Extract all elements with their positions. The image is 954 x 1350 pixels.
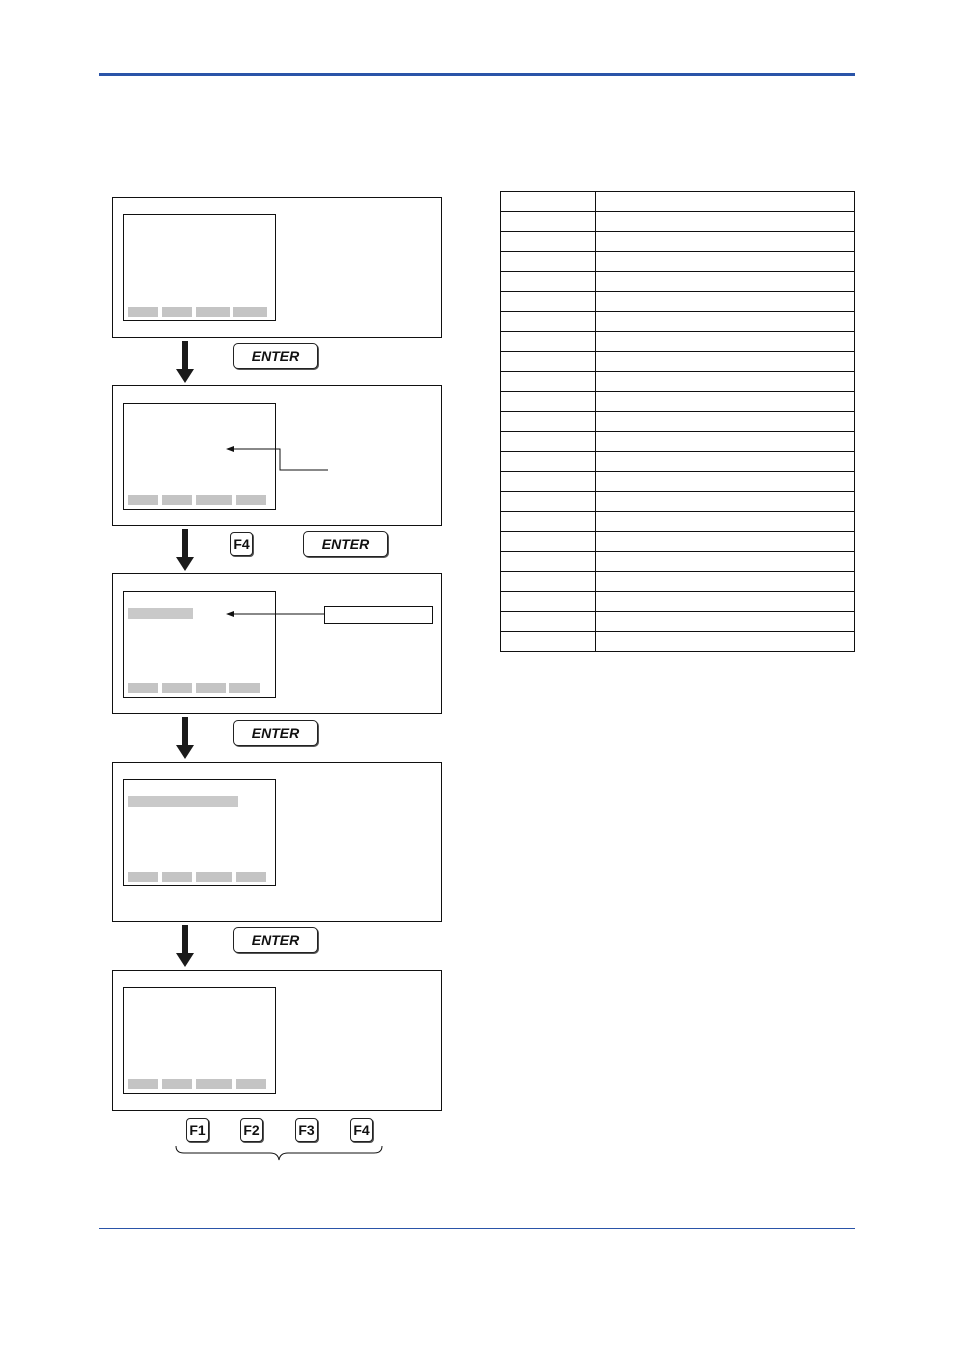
table-cell-label bbox=[501, 272, 596, 292]
table-cell-value bbox=[596, 472, 855, 492]
table-row bbox=[501, 292, 855, 312]
softkey-1 bbox=[128, 1079, 158, 1089]
table-cell-label bbox=[501, 432, 596, 452]
step3-callout-box bbox=[324, 606, 433, 624]
step5-screen bbox=[123, 987, 276, 1094]
softkey-3 bbox=[196, 495, 232, 505]
table-row bbox=[501, 392, 855, 412]
softkey-2 bbox=[162, 1079, 192, 1089]
table-cell-label bbox=[501, 332, 596, 352]
table-cell-value bbox=[596, 592, 855, 612]
table-cell-label bbox=[501, 452, 596, 472]
flow-arrow-3 bbox=[182, 717, 188, 747]
softkey-4 bbox=[229, 683, 260, 693]
enter-key-3[interactable]: ENTER bbox=[233, 720, 318, 746]
table-cell-value bbox=[596, 332, 855, 352]
table-row bbox=[501, 252, 855, 272]
highlighted-item bbox=[128, 796, 238, 807]
table-cell-value bbox=[596, 352, 855, 372]
table-row bbox=[501, 352, 855, 372]
table-cell-label bbox=[501, 412, 596, 432]
table-cell-label bbox=[501, 192, 596, 212]
table-row bbox=[501, 432, 855, 452]
table-cell-value bbox=[596, 532, 855, 552]
table-row bbox=[501, 412, 855, 432]
table-cell-label bbox=[501, 352, 596, 372]
step4-panel bbox=[112, 762, 442, 922]
table-cell-label bbox=[501, 392, 596, 412]
table-cell-value bbox=[596, 432, 855, 452]
step5-panel bbox=[112, 970, 442, 1111]
table-cell-value bbox=[596, 392, 855, 412]
table-cell-value bbox=[596, 212, 855, 232]
softkey-4 bbox=[233, 307, 267, 317]
table-cell-label bbox=[501, 232, 596, 252]
function-keys-brace bbox=[174, 1144, 386, 1164]
f4-key[interactable]: F4 bbox=[230, 532, 253, 556]
table-cell-label bbox=[501, 552, 596, 572]
table-cell-label bbox=[501, 292, 596, 312]
step4-screen bbox=[123, 779, 276, 886]
table-cell-value bbox=[596, 272, 855, 292]
softkey-3 bbox=[196, 1079, 232, 1089]
softkey-3 bbox=[196, 307, 230, 317]
step1-panel bbox=[112, 197, 442, 338]
flow-arrow-2-head bbox=[176, 557, 194, 571]
f2-key[interactable]: F2 bbox=[240, 1118, 263, 1142]
table-cell-label bbox=[501, 572, 596, 592]
table-cell-value bbox=[596, 372, 855, 392]
flow-arrow-4 bbox=[182, 925, 188, 955]
table-cell-value bbox=[596, 552, 855, 572]
table-cell-value bbox=[596, 572, 855, 592]
table-cell-value bbox=[596, 312, 855, 332]
f1-key[interactable]: F1 bbox=[186, 1118, 209, 1142]
table-row bbox=[501, 212, 855, 232]
enter-key-2[interactable]: ENTER bbox=[303, 531, 388, 557]
table-cell-value bbox=[596, 232, 855, 252]
table-cell-value bbox=[596, 512, 855, 532]
softkey-3 bbox=[196, 683, 226, 693]
footer-rule bbox=[99, 1228, 855, 1229]
table-cell-label bbox=[501, 532, 596, 552]
table-cell-label bbox=[501, 512, 596, 532]
table-cell-value bbox=[596, 492, 855, 512]
table-row bbox=[501, 472, 855, 492]
softkey-1 bbox=[128, 872, 158, 882]
softkey-1 bbox=[128, 683, 158, 693]
table-row bbox=[501, 592, 855, 612]
step3-pointer bbox=[224, 608, 326, 620]
table-row bbox=[501, 512, 855, 532]
step3-panel bbox=[112, 573, 442, 714]
f4-key[interactable]: F4 bbox=[350, 1118, 373, 1142]
flow-arrow-2 bbox=[182, 529, 188, 559]
enter-key-4[interactable]: ENTER bbox=[233, 927, 318, 953]
table-cell-value bbox=[596, 192, 855, 212]
softkey-4 bbox=[236, 872, 266, 882]
softkey-4 bbox=[236, 495, 266, 505]
table-cell-value bbox=[596, 452, 855, 472]
table-cell-label bbox=[501, 492, 596, 512]
table-cell-value bbox=[596, 612, 855, 632]
table-cell-label bbox=[501, 212, 596, 232]
table-row bbox=[501, 232, 855, 252]
table-row bbox=[501, 492, 855, 512]
table-cell-label bbox=[501, 472, 596, 492]
table-row bbox=[501, 532, 855, 552]
step2-pointer bbox=[224, 440, 328, 474]
highlighted-item bbox=[128, 608, 193, 619]
table-row bbox=[501, 192, 855, 212]
header-rule bbox=[99, 73, 855, 76]
softkey-1 bbox=[128, 307, 158, 317]
table-cell-label bbox=[501, 312, 596, 332]
table-row bbox=[501, 312, 855, 332]
table-row bbox=[501, 452, 855, 472]
table-row bbox=[501, 632, 855, 652]
f3-key[interactable]: F3 bbox=[295, 1118, 318, 1142]
table-cell-value bbox=[596, 412, 855, 432]
softkey-4 bbox=[236, 1079, 266, 1089]
table-cell-value bbox=[596, 252, 855, 272]
table-cell-label bbox=[501, 372, 596, 392]
softkey-2 bbox=[162, 683, 192, 693]
softkey-2 bbox=[162, 872, 192, 882]
table-cell-label bbox=[501, 592, 596, 612]
flow-arrow-3-head bbox=[176, 745, 194, 759]
softkey-2 bbox=[162, 495, 192, 505]
softkey-1 bbox=[128, 495, 158, 505]
table-row bbox=[501, 572, 855, 592]
flow-arrow-1 bbox=[182, 341, 188, 371]
softkey-3 bbox=[196, 872, 232, 882]
table-row bbox=[501, 372, 855, 392]
reference-table bbox=[500, 191, 855, 652]
table-cell-label bbox=[501, 252, 596, 272]
table-row bbox=[501, 272, 855, 292]
enter-key-1[interactable]: ENTER bbox=[233, 343, 318, 369]
table-row bbox=[501, 332, 855, 352]
table-cell-value bbox=[596, 632, 855, 652]
table-cell-label bbox=[501, 632, 596, 652]
flow-arrow-4-head bbox=[176, 953, 194, 967]
table-row bbox=[501, 552, 855, 572]
flow-arrow-1-head bbox=[176, 369, 194, 383]
softkey-2 bbox=[162, 307, 192, 317]
table-cell-label bbox=[501, 612, 596, 632]
table-cell-value bbox=[596, 292, 855, 312]
table-row bbox=[501, 612, 855, 632]
step1-screen bbox=[123, 214, 276, 321]
